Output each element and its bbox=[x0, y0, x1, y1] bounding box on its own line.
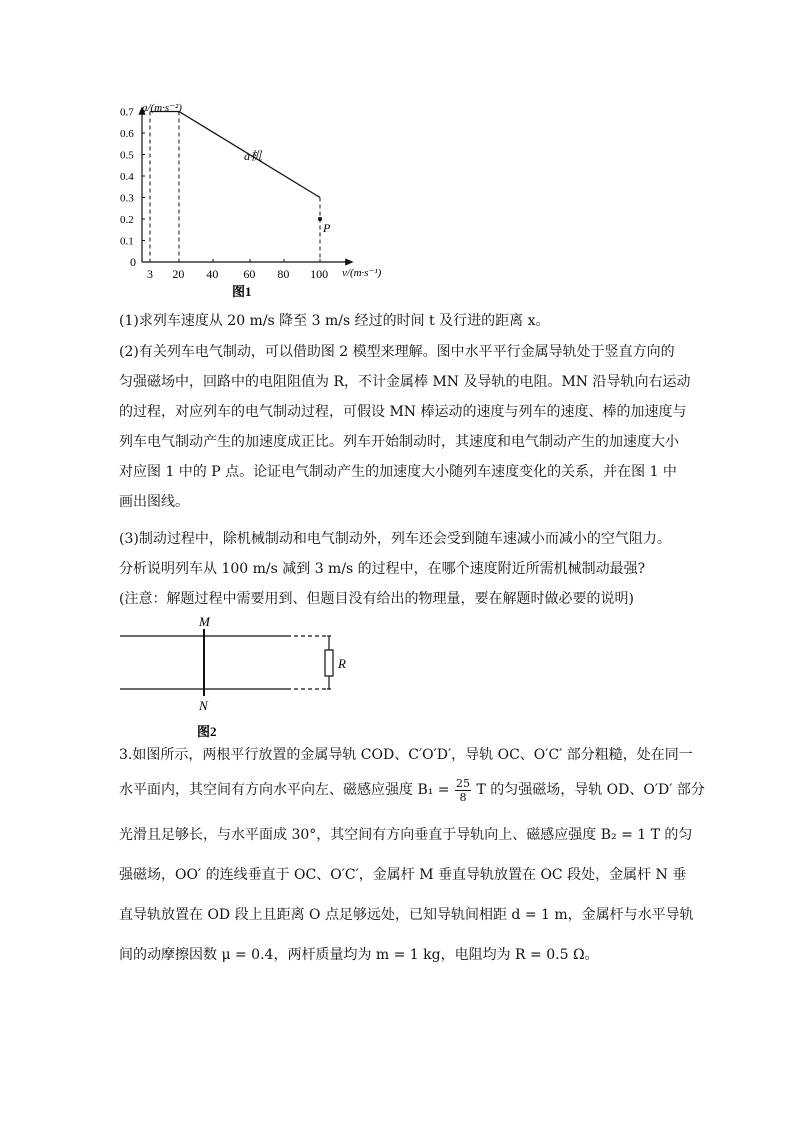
problem-3-line: 强磁场，OO′ 的连线垂直于 OC、O′C′，金属杆 M 垂直导轨放置在 OC 段处，金属杆 N 垂 bbox=[119, 867, 687, 883]
figure2-diagram bbox=[115, 612, 365, 742]
y-tick-label: 0.7 bbox=[120, 106, 134, 119]
y-tick-label: 0.3 bbox=[120, 192, 134, 205]
label-r: R bbox=[338, 656, 346, 671]
problem-3 bbox=[119, 740, 705, 970]
question-1 bbox=[119, 306, 679, 336]
problem-3-line-with-fraction bbox=[119, 770, 705, 810]
problem-3-line: 3.如图所示，两根平行放置的金属导轨 COD、C′O′D′，导轨 OC、O′C′ 部分粗糙，处在同一 bbox=[119, 747, 693, 763]
question-1-text: (1)求列车速度从 20 m/s 降至 3 m/s 经过的时间 t 及行进的距离 x。 bbox=[119, 313, 550, 329]
question-3-line: 分析说明列车从 100 m/s 减到 3 m/s 的过程中，在哪个速度附近所需机械制动最强? bbox=[119, 561, 646, 577]
x-tick-label: 20 bbox=[172, 267, 185, 281]
x-axis-label: v/(m·s⁻¹) bbox=[342, 267, 382, 279]
question-2-line: (2)有关列车电气制动，可以借助图 2 模型来理解。图中水平平行金属导轨处于竖直方向的 bbox=[119, 344, 675, 360]
x-tick-label: 40 bbox=[206, 267, 219, 281]
question-2 bbox=[119, 337, 691, 517]
problem-3-text: 水平面内，其空间有方向水平向左、磁感应强度 B₁ = bbox=[119, 782, 450, 798]
question-2-line: 列车电气制动产生的加速度成正比。列车开始制动时，其速度和电气制动产生的加速度大小 bbox=[119, 434, 679, 450]
problem-3-line: 直导轨放置在 OD 段上且距离 O 点足够远处，已知导轨间相距 d = 1 m，金属杆与水平导轨 bbox=[119, 907, 694, 923]
y-tick-label: 0.4 bbox=[120, 171, 134, 183]
x-tick-label: 100 bbox=[310, 267, 329, 281]
x-tick-label: 3 bbox=[147, 267, 153, 281]
point-label-p: P bbox=[323, 221, 331, 235]
y-tick-label: 0.6 bbox=[120, 128, 134, 140]
problem-3-text: T 的匀强磁场，导轨 OD、O′D′ 部分 bbox=[476, 782, 705, 798]
figure1-caption: 图1 bbox=[232, 284, 252, 299]
question-note: (注意：解题过程中需要用到、但题目没有给出的物理量，要在解题时做必要的说明) bbox=[119, 591, 634, 607]
label-m: M bbox=[199, 614, 210, 629]
figure2-caption: 图2 bbox=[197, 724, 217, 739]
question-2-line: 对应图 1 中的 P 点。论证电气制动产生的加速度大小随列车速度变化的关系，并在图 1 中 bbox=[119, 464, 677, 480]
x-tick-label: 60 bbox=[243, 267, 256, 281]
origin-label: 0 bbox=[130, 255, 136, 269]
question-2-line: 画出图线。 bbox=[119, 494, 189, 510]
resistor bbox=[325, 650, 333, 676]
fraction-25-8 bbox=[455, 777, 471, 804]
fraction-denominator: 8 bbox=[459, 790, 467, 804]
question-3-line: (3)制动过程中，除机械制动和电气制动外，列车还会受到随车速减小而减小的空气阻力。 bbox=[119, 531, 671, 547]
y-tick-label: 0.1 bbox=[120, 235, 134, 248]
problem-3-line: 间的动摩擦因数 μ = 0.4，两杆质量均为 m = 1 kg，电阻均为 R = 0.5 Ω。 bbox=[119, 947, 599, 963]
label-n: N bbox=[199, 698, 208, 713]
figure1-graph bbox=[110, 98, 410, 303]
x-tick-label: 80 bbox=[277, 267, 290, 281]
y-tick-label: 0.5 bbox=[120, 149, 134, 162]
question-2-line: 匀强磁场中，回路中的电阻阻值为 R，不计金属棒 MN 及导轨的电阻。MN 沿导轨向右运动 bbox=[119, 374, 691, 390]
question-2-line: 的过程，对应列车的电气制动过程，可假设 MN 棒运动的速度与列车的速度、棒的加速度与 bbox=[119, 404, 687, 420]
series-line-a bbox=[150, 112, 320, 198]
y-tick-label: 0.2 bbox=[120, 214, 134, 226]
question-3 bbox=[119, 524, 679, 614]
problem-3-line: 光滑且足够长，与水平面成 30°，其空间有方向垂直于导轨向上、磁感应强度 B₂ = 1 T 的匀 bbox=[119, 827, 693, 843]
y-axis-label: a/(m·s⁻²) bbox=[142, 102, 182, 114]
curve-label-a: a机 bbox=[244, 149, 263, 163]
point-p-marker bbox=[318, 217, 322, 221]
fraction-numerator: 25 bbox=[455, 776, 470, 790]
